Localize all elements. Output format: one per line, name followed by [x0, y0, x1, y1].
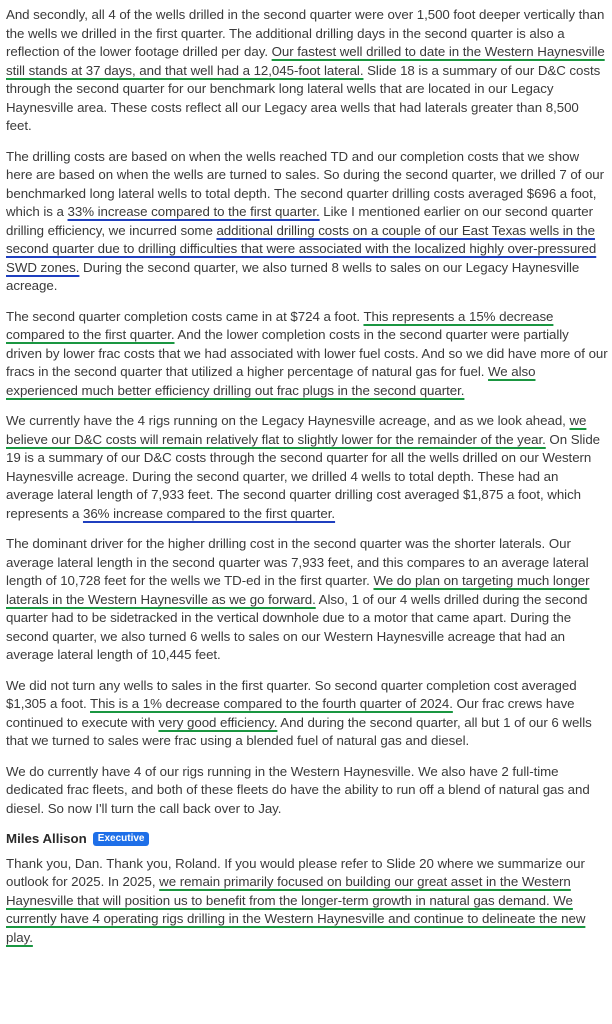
- paragraph-7: [6, 763, 608, 819]
- highlight-green: This is a 1% decrease compared to the fourth quarter of 2024.: [90, 696, 453, 711]
- text: On Slide 19 is a summary of our D&C costs through the second quarter for all the wells drilled on our Western Haynesville acreage. During the second quarter, we drilled 4 wells to total depth. These had an average lateral length of 7,933 feet. The second quarter drilling cost averaged $1,875 a foot, which represents a: [6, 431, 601, 521]
- paragraph-1: [6, 6, 608, 136]
- text: We did not turn any wells to sales in the first quarter. So second quarter completion cost averaged $1,305 a foot.: [6, 677, 577, 711]
- speaker-header: [6, 830, 608, 849]
- text: We do currently have 4 of our rigs running in the Western Haynesville. We also have 2 full-time dedicated frac fleets, and both of these fleets do have the ability to run off a blend of natural gas and diesel. So now I'll turn the call back over to Jay.: [6, 763, 590, 816]
- highlight-green: very good efficiency.: [158, 714, 278, 730]
- paragraph-5: [6, 535, 608, 665]
- paragraph-8: [6, 855, 608, 948]
- paragraph-6: [6, 677, 608, 751]
- highlight-green: Our fastest well drilled to date in the Western Haynesville still stands at 37 days, and that well had a 12,045-foot lateral.: [6, 44, 605, 78]
- highlight-green: we believe our D&C costs will remain relatively flat to slightly lower for the remainder of the year.: [6, 413, 587, 447]
- highlight-blue: 36% increase compared to the first quarter.: [82, 505, 336, 521]
- text: The dominant driver for the higher drilling cost in the second quarter was the shorter laterals. Our average lateral length in the second quarter was 7,933 feet, and this compares to an average lateral length of 10,728 feet for the wells we TD-ed in the first quarter.: [6, 536, 589, 588]
- text: During the second quarter, we also turned 8 wells to sales on our Legacy Haynesville acreage.: [6, 259, 580, 293]
- text: And secondly, all 4 of the wells drilled in the second quarter were over 1,500 foot deeper vertically than the wells we drilled in the first quarter. The additional drilling days in the second quarter is also a reflection of the lower footage drilled per day.: [6, 7, 605, 59]
- text: The drilling costs are based on when the wells reached TD and our completion costs that we show here are based on when the wells are turned to sales. So during the second quarter, we drilled 7 of our benchmarked long lateral wells to total depth. The second quarter drilling costs averaged $696 a foot, which is a: [6, 148, 605, 219]
- paragraph-4: [6, 412, 608, 523]
- paragraph-2: [6, 148, 608, 296]
- text: Slide 18 is a summary of our D&C costs through the second quarter for our benchmark long lateral wells that are located in our Legacy Haynesville area. These costs reflect all our Legacy area wells that had laterals greater than 8,500 feet.: [6, 62, 601, 133]
- text: Like I mentioned earlier on our second quarter drilling efficiency, we incurred some: [6, 204, 593, 238]
- text: Also, 1 of our 4 wells drilled during the second quarter had to be sidetracked in the vertical downhole due to a motor that came apart. During the second quarter, we also turned 6 wells to sales on our Western Haynesville acreage that had an average lateral length of 10,445 feet.: [6, 591, 588, 662]
- paragraph-3: [6, 308, 608, 401]
- text: The second quarter completion costs came in at $724 a foot.: [6, 308, 364, 324]
- highlight-blue: 33% increase compared to the first quarter.: [67, 204, 320, 219]
- speaker-name[interactable]: Miles Allison: [6, 831, 87, 846]
- speaker-role-badge: Executive: [93, 832, 150, 846]
- text: We currently have the 4 rigs running on the Legacy Haynesville acreage, and as we look ahead,: [6, 413, 570, 428]
- highlight-green: We also experienced much better efficiency drilling out frac plugs in the second quarter.: [6, 364, 536, 398]
- highlight-green: we remain primarily focused on building our great asset in the Western Haynesville that will position us to benefit from the longer-term growth in natural gas demand. We currently have 4 operating rigs drilling in the Western Haynesville and continue to delineate the new play.: [6, 874, 586, 945]
- highlight-blue: additional drilling costs on a couple of our East Texas wells in the second quarter due to drilling difficulties that were associated with the localized highly over-pressured SWD zones.: [6, 222, 597, 275]
- text: And during the second quarter, all but 1 of our 6 wells that we turned to sales were frac using a blended fuel of natural gas and diesel.: [6, 714, 592, 748]
- highlight-green: We do plan on targeting much longer laterals in the Western Haynesville as we go forward.: [6, 573, 590, 607]
- text: Our frac crews have continued to execute with: [6, 696, 575, 730]
- text: And the lower completion costs in the second quarter were partially driven by lower frac costs that we had associated with lower fuel costs. And so we did have more of our fracs in the second quarter that utilized a higher percentage of natural gas for fuel.: [6, 327, 608, 379]
- text: Thank you, Dan. Thank you, Roland. If you would please refer to Slide 20 where we summarize our outlook for 2025. In 2025,: [6, 855, 585, 889]
- highlight-green: This represents a 15% decrease compared to the first quarter.: [6, 308, 554, 342]
